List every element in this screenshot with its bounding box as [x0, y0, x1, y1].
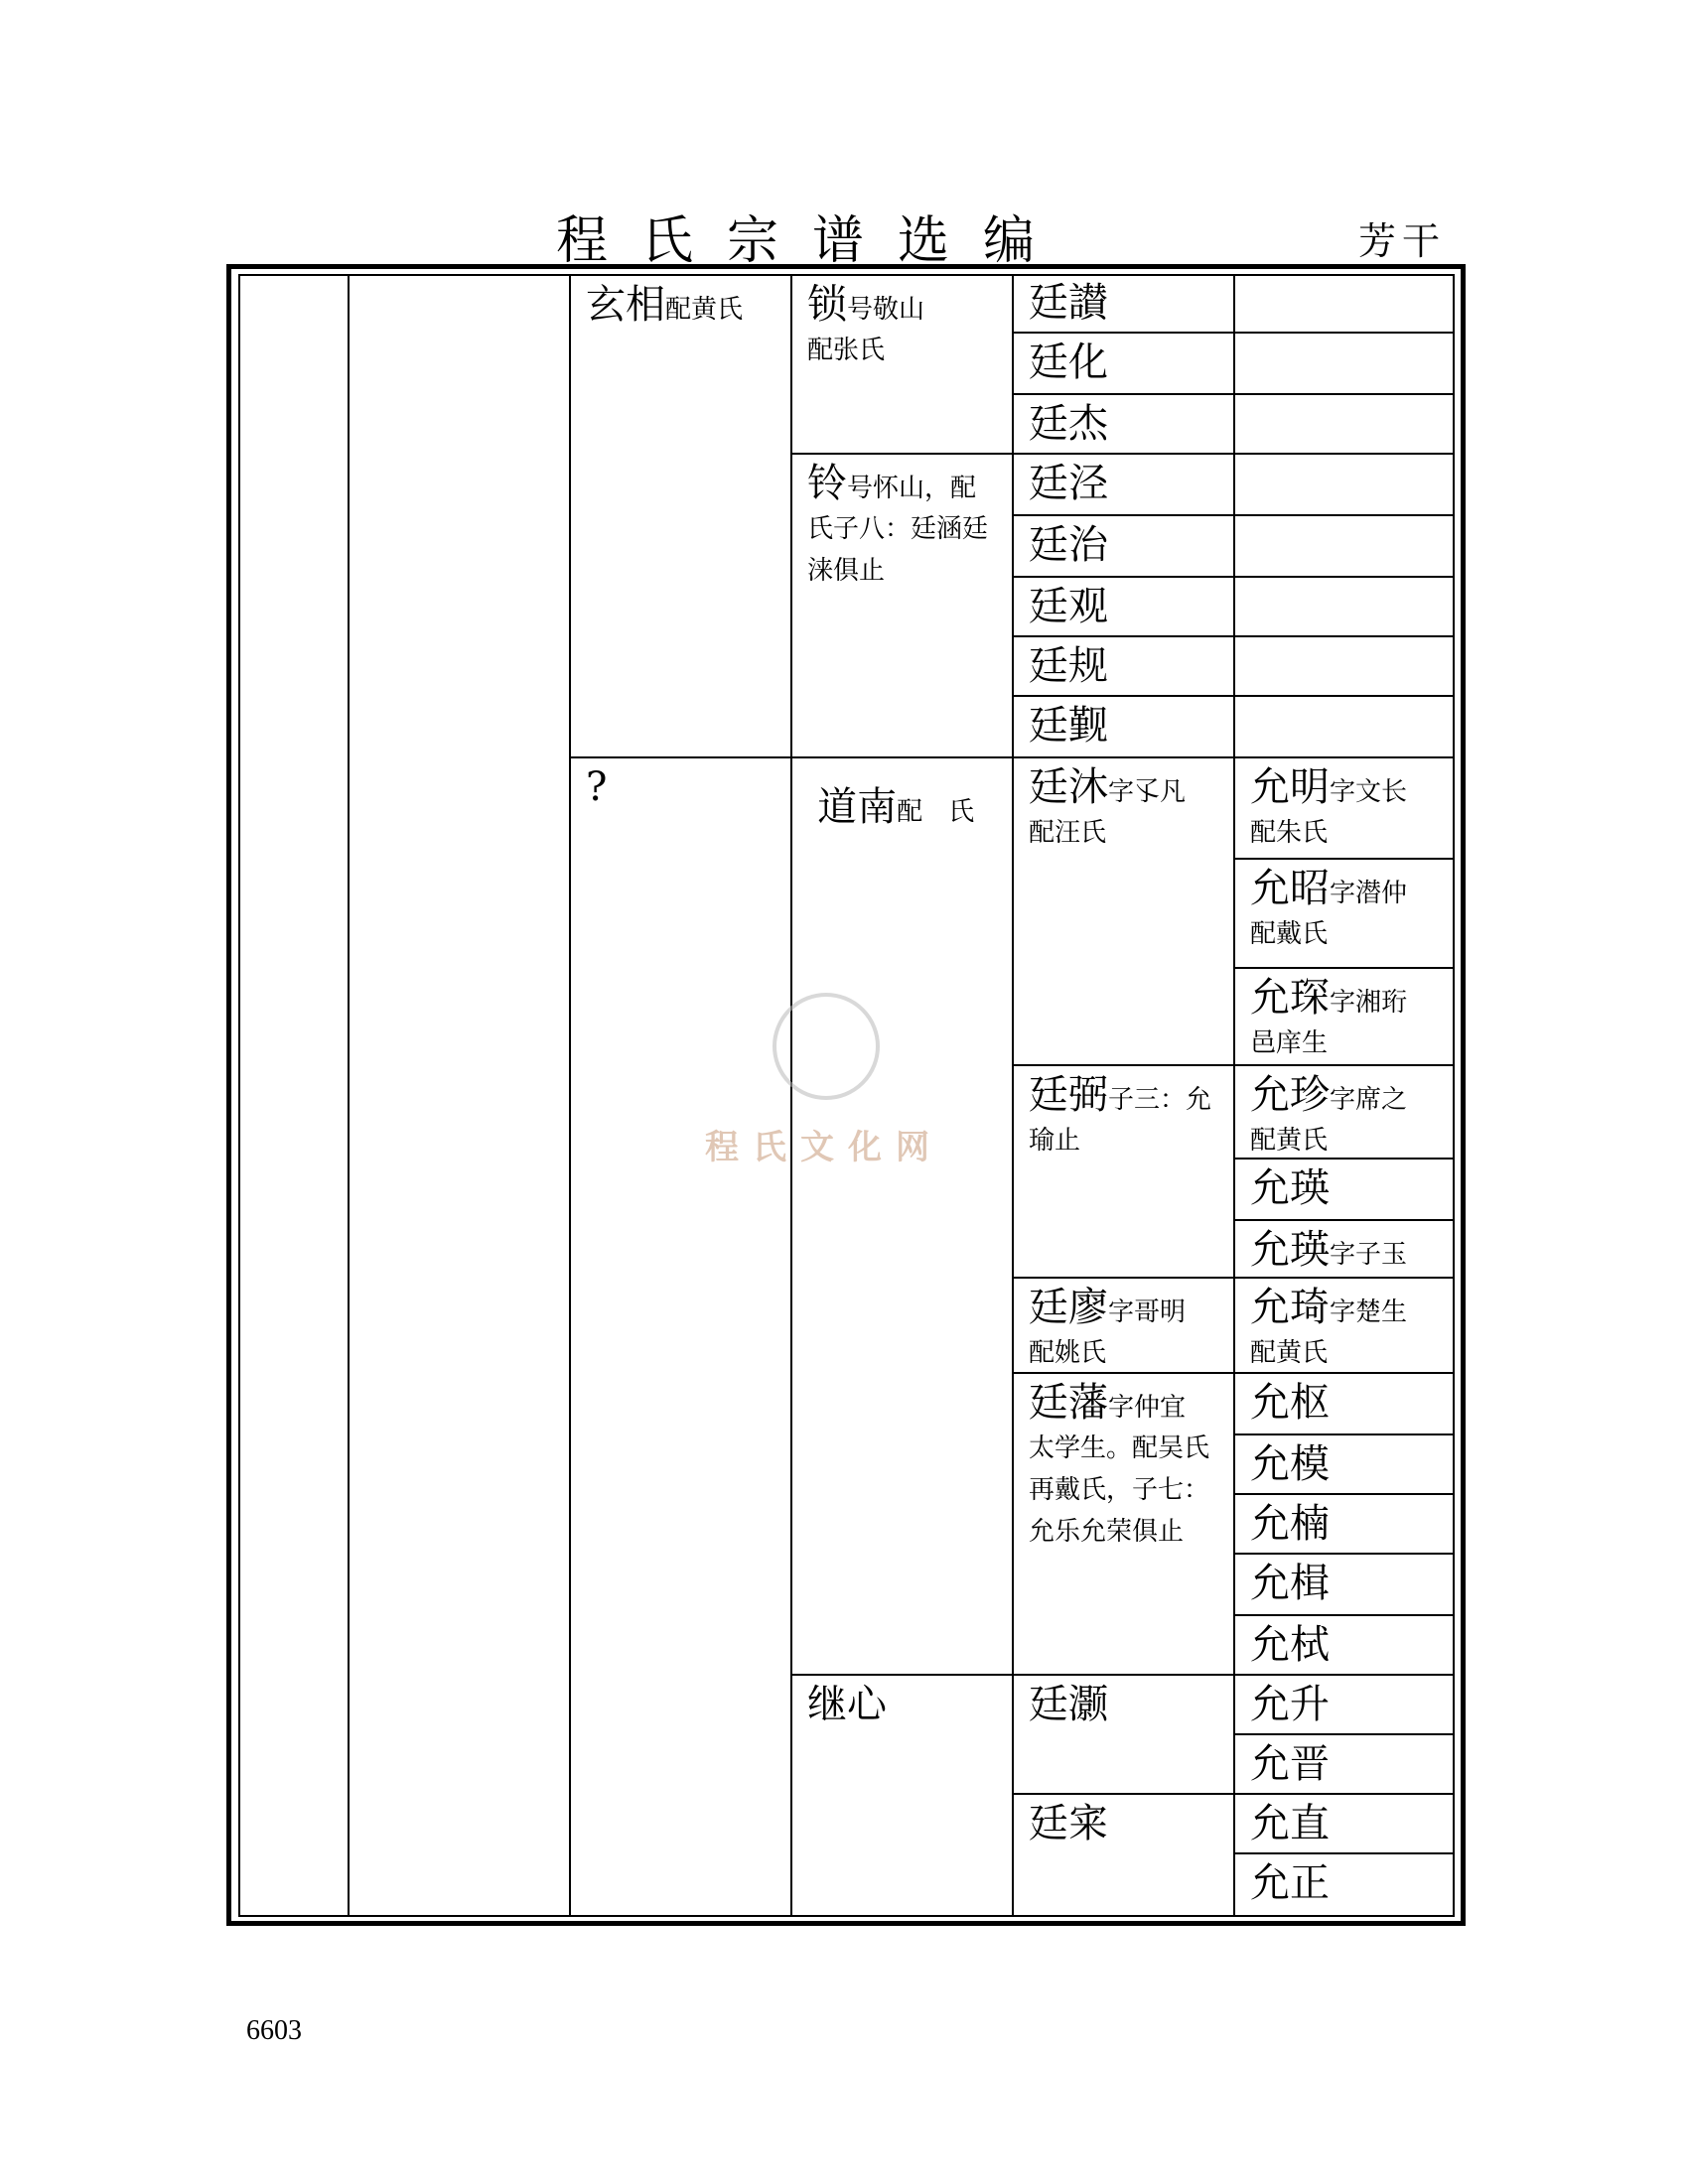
row-divider: [1233, 1433, 1455, 1435]
row-divider: [1233, 858, 1455, 860]
ancestor-entry: [1250, 762, 1453, 854]
ancestor-note: 字孓凡: [1108, 777, 1187, 807]
row-divider: [1012, 1064, 1455, 1066]
ancestor-name: 允正: [1250, 1860, 1330, 1906]
ancestor-name: 廷讃: [1029, 280, 1108, 326]
ancestor-name: 允明: [1250, 764, 1330, 810]
row-divider: [1233, 1493, 1455, 1495]
ancestor-entry: [1029, 1283, 1227, 1374]
ancestor-note: 瑜止: [1029, 1126, 1081, 1156]
row-divider: [1233, 1614, 1455, 1616]
row-divider: [569, 756, 1455, 758]
row-divider: [1233, 1733, 1455, 1735]
ancestor-note: 涞俱止: [807, 556, 886, 586]
row-divider: [1233, 1219, 1455, 1221]
ancestor-note: 字席之: [1330, 1085, 1408, 1115]
ancestor-name: 允瑛: [1250, 1165, 1330, 1211]
ancestor-note: 字哥明: [1108, 1297, 1187, 1327]
ancestor-name: 允晋: [1250, 1741, 1330, 1787]
ancestor-entry: [807, 459, 1010, 592]
ancestor-entry: [1250, 973, 1453, 1064]
ancestor-name: 铃: [807, 461, 847, 506]
ancestor-name: 允珍: [1250, 1072, 1330, 1118]
ancestor-name: 允直: [1250, 1801, 1330, 1846]
ancestor-name: 道南: [817, 784, 898, 830]
ancestor-note: 配戴氏: [1250, 919, 1329, 949]
row-divider: [1012, 635, 1455, 637]
ancestor-note: 字文长: [1330, 777, 1408, 807]
ancestor-name: 允栻: [1250, 1622, 1330, 1668]
ancestor-name: 允琛: [1250, 975, 1330, 1021]
ancestor-name: 允升: [1250, 1682, 1330, 1727]
column-divider: [1012, 274, 1014, 1917]
ancestor-note: 允乐允荣俱止: [1029, 1517, 1185, 1547]
ancestor-name: 允琦: [1250, 1285, 1330, 1330]
ancestor-entry: [807, 1680, 1006, 1729]
ancestor-name: 继心: [807, 1682, 887, 1727]
ancestor-entry: [1029, 762, 1227, 854]
ancestor-note: 配汪氏: [1029, 818, 1107, 848]
ancestor-name: 廷廖: [1029, 1285, 1108, 1330]
ancestor-name: 允瑛: [1250, 1227, 1330, 1273]
row-divider: [790, 453, 1455, 455]
ancestor-note: 字仲宜: [1108, 1393, 1187, 1423]
row-divider: [1012, 393, 1455, 395]
ancestor-entry: [807, 280, 1006, 371]
row-divider: [1012, 695, 1455, 697]
page-number: 6603: [246, 2015, 302, 2046]
ancestor-entry: [1029, 1070, 1227, 1161]
ancestor-name: ?: [586, 764, 608, 810]
ancestor-name: 廷治: [1029, 522, 1108, 568]
ancestor-name: 廷宷: [1029, 1801, 1108, 1846]
ancestor-name: 廷觐: [1029, 703, 1108, 749]
ancestor-note: 字子玉: [1330, 1240, 1408, 1270]
ancestor-name: 廷规: [1029, 643, 1108, 689]
ancestor-name: 廷观: [1029, 584, 1108, 629]
ancestor-entry: [1250, 864, 1453, 955]
row-divider: [1012, 332, 1455, 334]
watermark: [705, 993, 983, 1181]
column-divider: [348, 274, 350, 1917]
ancestor-note: 配黄氏: [665, 295, 744, 325]
ancestor-note: 号敬山: [847, 295, 925, 325]
row-divider: [1233, 1553, 1455, 1555]
ancestor-name: 允昭: [1250, 866, 1330, 911]
ancestor-name: 允枢: [1250, 1380, 1330, 1426]
row-divider: [790, 1674, 1455, 1676]
column-divider: [1233, 274, 1235, 1917]
ancestor-entry: [1250, 1283, 1453, 1374]
ancestor-note: 氏子八：廷涵廷: [807, 514, 989, 544]
ancestor-note: 号怀山，配: [847, 474, 977, 503]
ancestor-note: 配朱氏: [1250, 818, 1329, 848]
ancestor-note: 子三：允: [1108, 1085, 1212, 1115]
ancestor-name: 锁: [807, 282, 847, 328]
ancestor-note: 配 氏: [897, 797, 975, 827]
ancestor-name: 允模: [1250, 1441, 1330, 1487]
ancestor-name: 廷杰: [1029, 401, 1108, 447]
ancestor-note: 配张氏: [807, 336, 886, 365]
ancestor-entry: [1250, 1070, 1453, 1161]
ancestor-name: 廷泾: [1029, 461, 1108, 506]
ancestor-name: 允楠: [1250, 1501, 1330, 1547]
branch-name: 芳干: [1358, 219, 1447, 263]
ancestor-entry: [1029, 1378, 1231, 1553]
row-divider: [1012, 576, 1455, 578]
ancestor-note: 字湘珩: [1330, 988, 1408, 1018]
ancestor-note: 再戴氏，子七：: [1029, 1475, 1210, 1505]
ancestor-note: 配黄氏: [1250, 1126, 1329, 1156]
ancestor-note: 字楚生: [1330, 1297, 1408, 1327]
ancestor-name: 廷化: [1029, 340, 1108, 385]
ancestor-entry: [1250, 1225, 1453, 1275]
ancestor-note: 太学生。配吴氏: [1029, 1433, 1210, 1463]
ancestor-name: 廷弼: [1029, 1072, 1108, 1118]
row-divider: [1012, 1793, 1455, 1795]
row-divider: [1233, 967, 1455, 969]
ancestor-name: 廷藩: [1029, 1380, 1108, 1426]
row-divider: [1012, 1277, 1455, 1279]
ancestor-entry: [586, 280, 784, 330]
page-title: 程氏宗谱选编: [556, 211, 1069, 271]
ancestor-name: 玄相: [586, 282, 665, 328]
ancestor-note: 配黄氏: [1250, 1338, 1329, 1368]
ancestor-note: 字潜仲: [1330, 879, 1408, 908]
ancestor-name: 允楫: [1250, 1561, 1330, 1606]
watermark-seal-icon: [773, 993, 880, 1100]
row-divider: [1012, 514, 1455, 516]
ancestor-name: 廷沐: [1029, 764, 1108, 810]
ancestor-entry: [586, 762, 784, 812]
row-divider: [1233, 1852, 1455, 1854]
ancestor-note: 配姚氏: [1029, 1338, 1107, 1368]
ancestor-name: 廷灏: [1029, 1682, 1108, 1727]
watermark-text: 程氏文化网: [705, 1128, 943, 1167]
ancestor-note: 邑庠生: [1250, 1028, 1329, 1058]
column-divider: [569, 274, 571, 1917]
ancestor-entry: [807, 762, 1010, 832]
